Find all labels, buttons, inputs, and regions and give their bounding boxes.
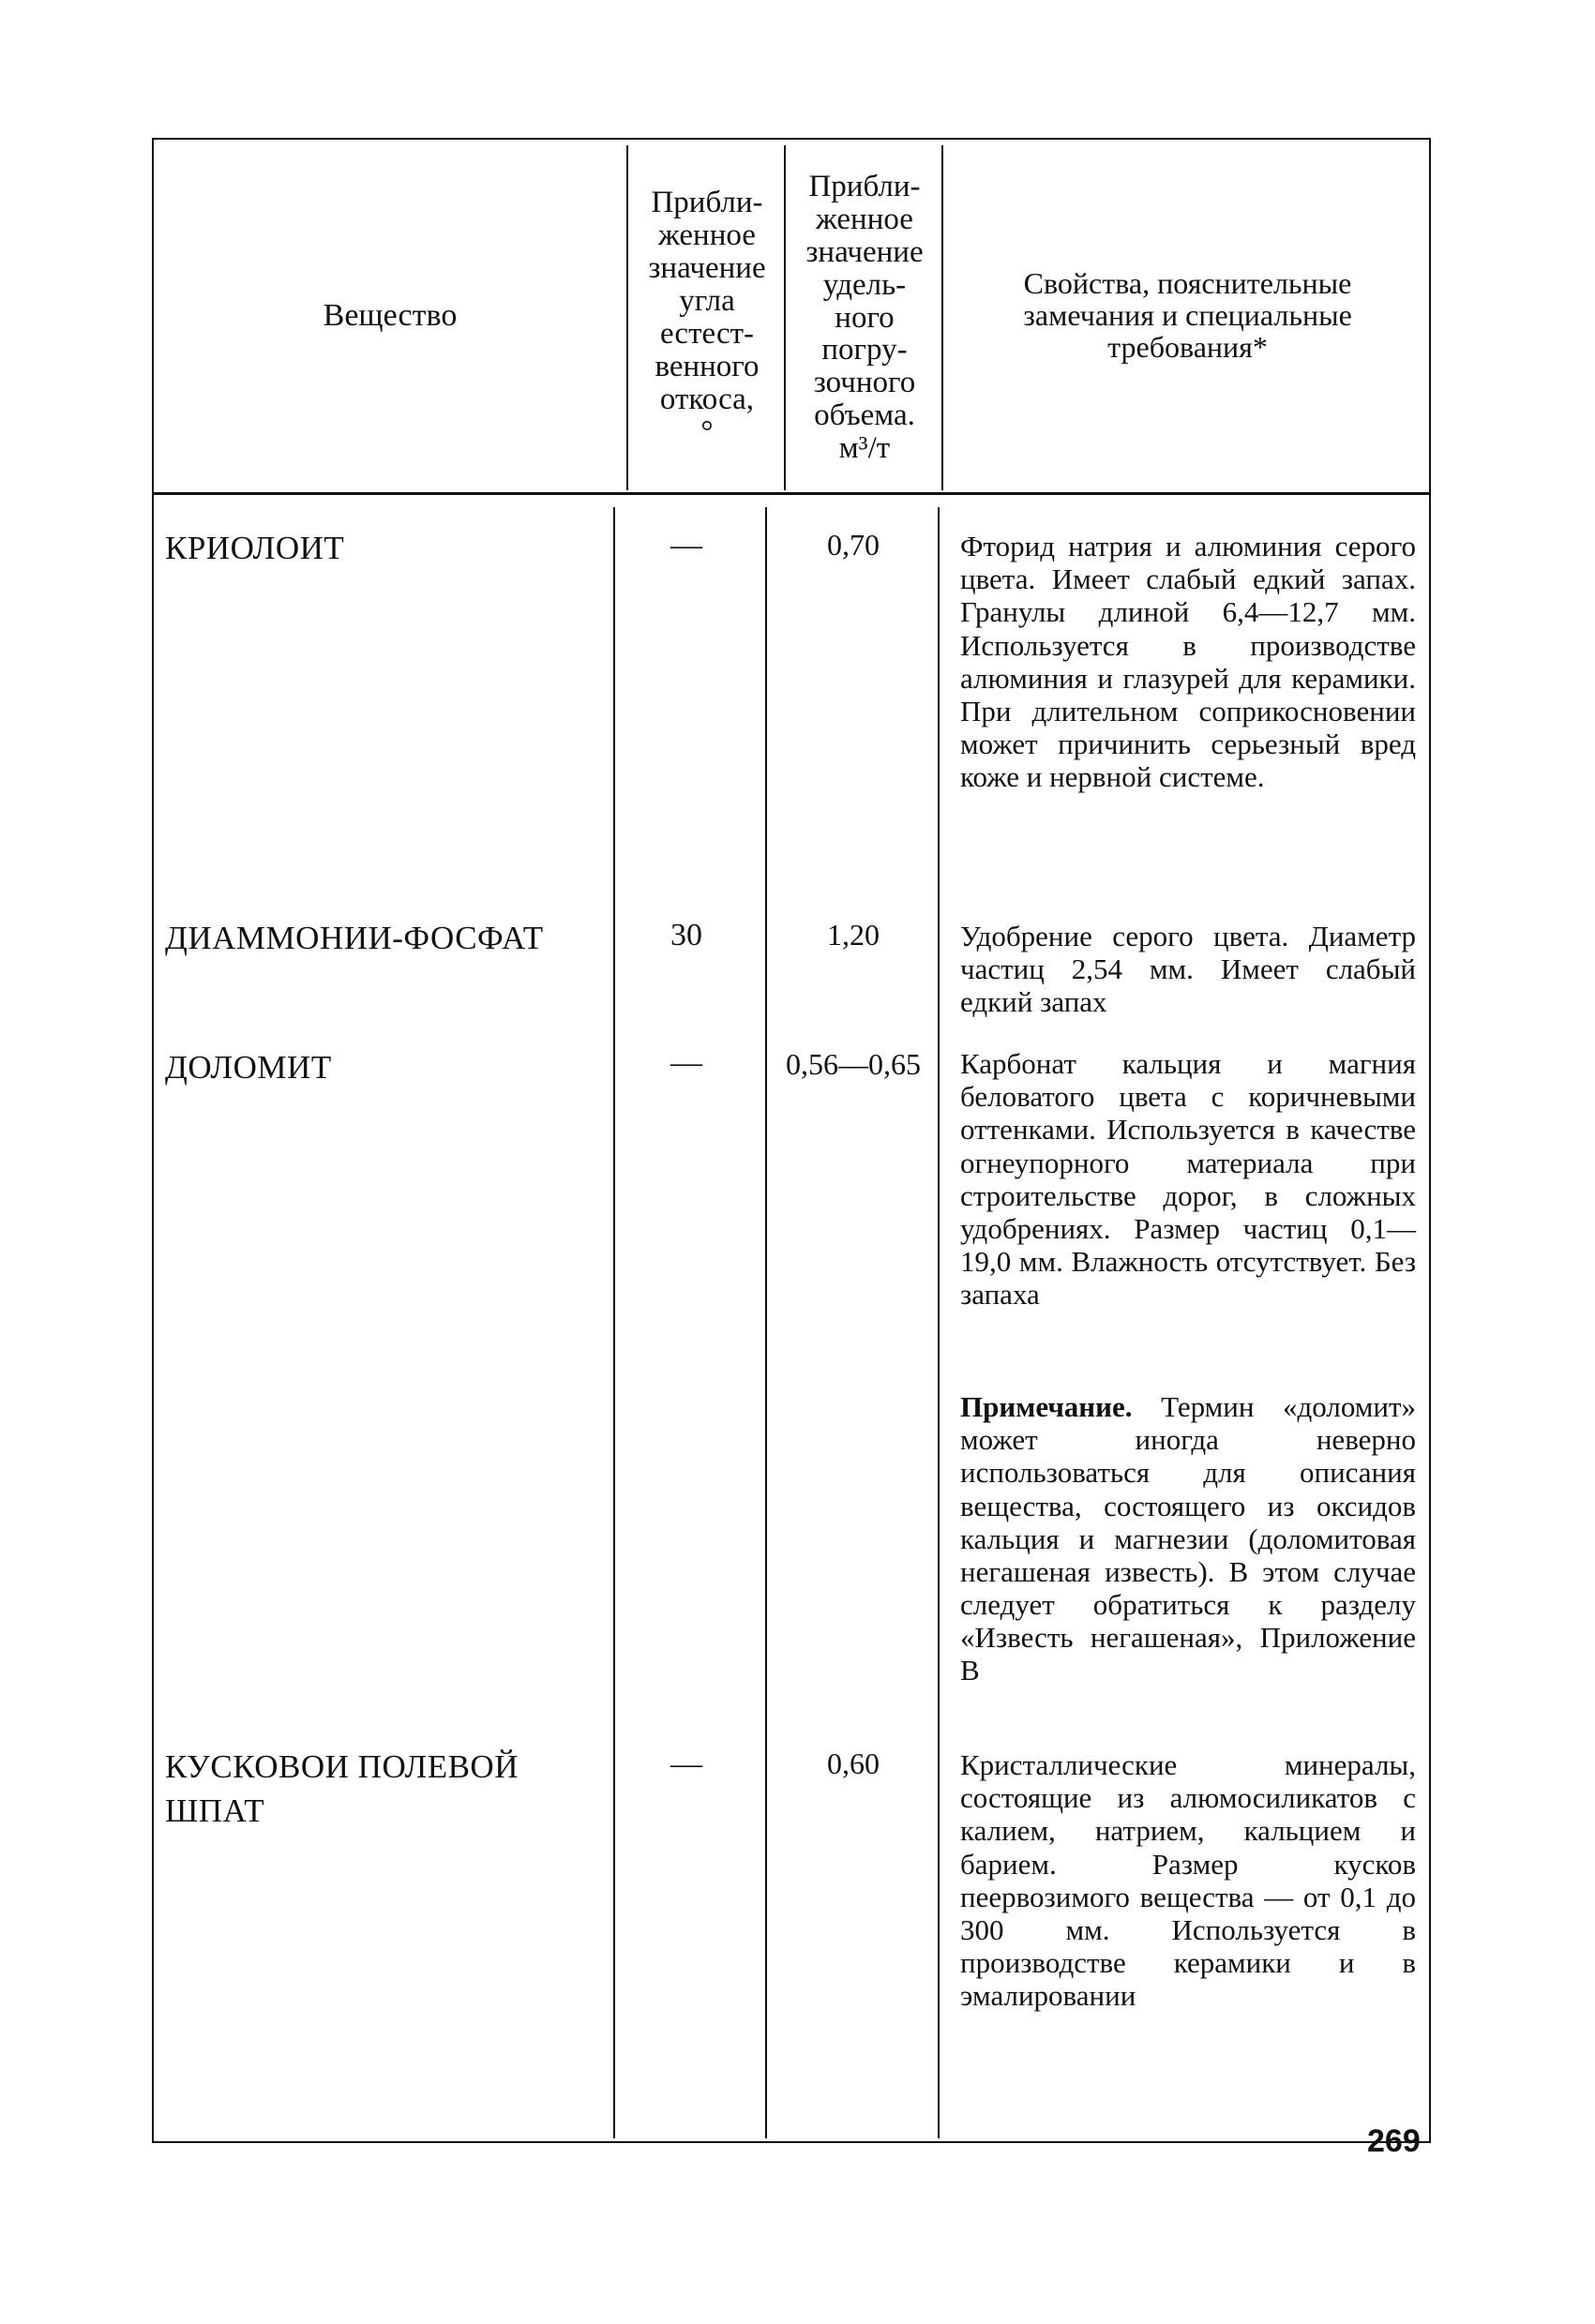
row-2-volume: 1,20 (827, 918, 880, 952)
row-1-properties: Фторид натрия и алюминия серого цвета. Имеет слабый едкий запах. Гранулы длиной 6,4—12,7 мм. Используется в производстве алюминия и глазурей для керамики. При длительном соприкосновении может причинить серьезный вред коже и нервной системе. (960, 530, 1416, 794)
column-divider-1 (626, 145, 628, 490)
row-3-properties: Карбонат кальция и магния беловатого цвета с коричневыми оттенками. Используется в качестве огнеупорного материала при строительстве дорог, в сложных удобрениях. Размер частиц 0,1—19,0 мм. Влажность отсутствует. Без запаха (960, 1047, 1416, 1312)
row-1-angle: — (670, 528, 702, 562)
row-2-name: ДИАММОНИИ-ФОСФАТ (165, 920, 544, 956)
row-3-angle: — (670, 1045, 702, 1080)
column-divider-2 (784, 145, 786, 490)
cargo-properties-table (152, 138, 1431, 2143)
note-label: Примечание. (960, 1390, 1133, 1423)
row-1-volume: 0,70 (827, 528, 880, 562)
header-properties: Свойства, пояснительные замечания и специальные требования* (1023, 266, 1352, 364)
page-number: 269 (1367, 2123, 1421, 2159)
column-divider-3-body (938, 507, 940, 2138)
row-3-note (960, 1390, 1416, 1687)
row-2-angle: 30 (670, 918, 702, 952)
row-4-name: КУСКОВОИ ПОЛЕВОЙ ШПАТ (165, 1748, 519, 1830)
row-2-properties: Удобрение серого цвета. Диаметр частиц 2,54 мм. Имеет слабый едкий запах (960, 920, 1416, 1019)
header-stowage-factor: Прибли- женное значение удель- ного погру- зочного объема. м³/т (805, 169, 924, 466)
row-1-name: КРИОЛОИТ (165, 530, 345, 566)
header-substance: Вещество (323, 297, 458, 333)
row-3-volume: 0,56—0,65 (786, 1047, 921, 1081)
row-4-volume: 0,60 (827, 1747, 880, 1780)
column-divider-1-body (613, 507, 615, 2138)
column-divider-2-body (765, 507, 767, 2138)
header-angle-of-repose: Прибли- женное значение угла естест- венного откоса, ° (648, 186, 766, 449)
row-3-name: ДОЛОМИТ (165, 1049, 332, 1086)
row-4-angle: — (670, 1747, 702, 1781)
row-4-properties: Кристаллические минералы, состоящие из алюмосиликатов с калием, натрием, кальцием и барием. Размер кусков пеервозимого вещества — от 0,1 до 300 мм. Используется в производстве керамики и в эмалировании (960, 1748, 1416, 2013)
header-divider (154, 492, 1429, 495)
column-divider-3 (941, 145, 943, 490)
note-text: Термин «доломит» может иногда неверно использоваться для описания вещества, состоящего из оксидов кальция и магнезии (доломитовая негашеная известь). В этом случае следует обратиться к разделу «Известь негашеная», Приложение В (960, 1390, 1417, 1687)
